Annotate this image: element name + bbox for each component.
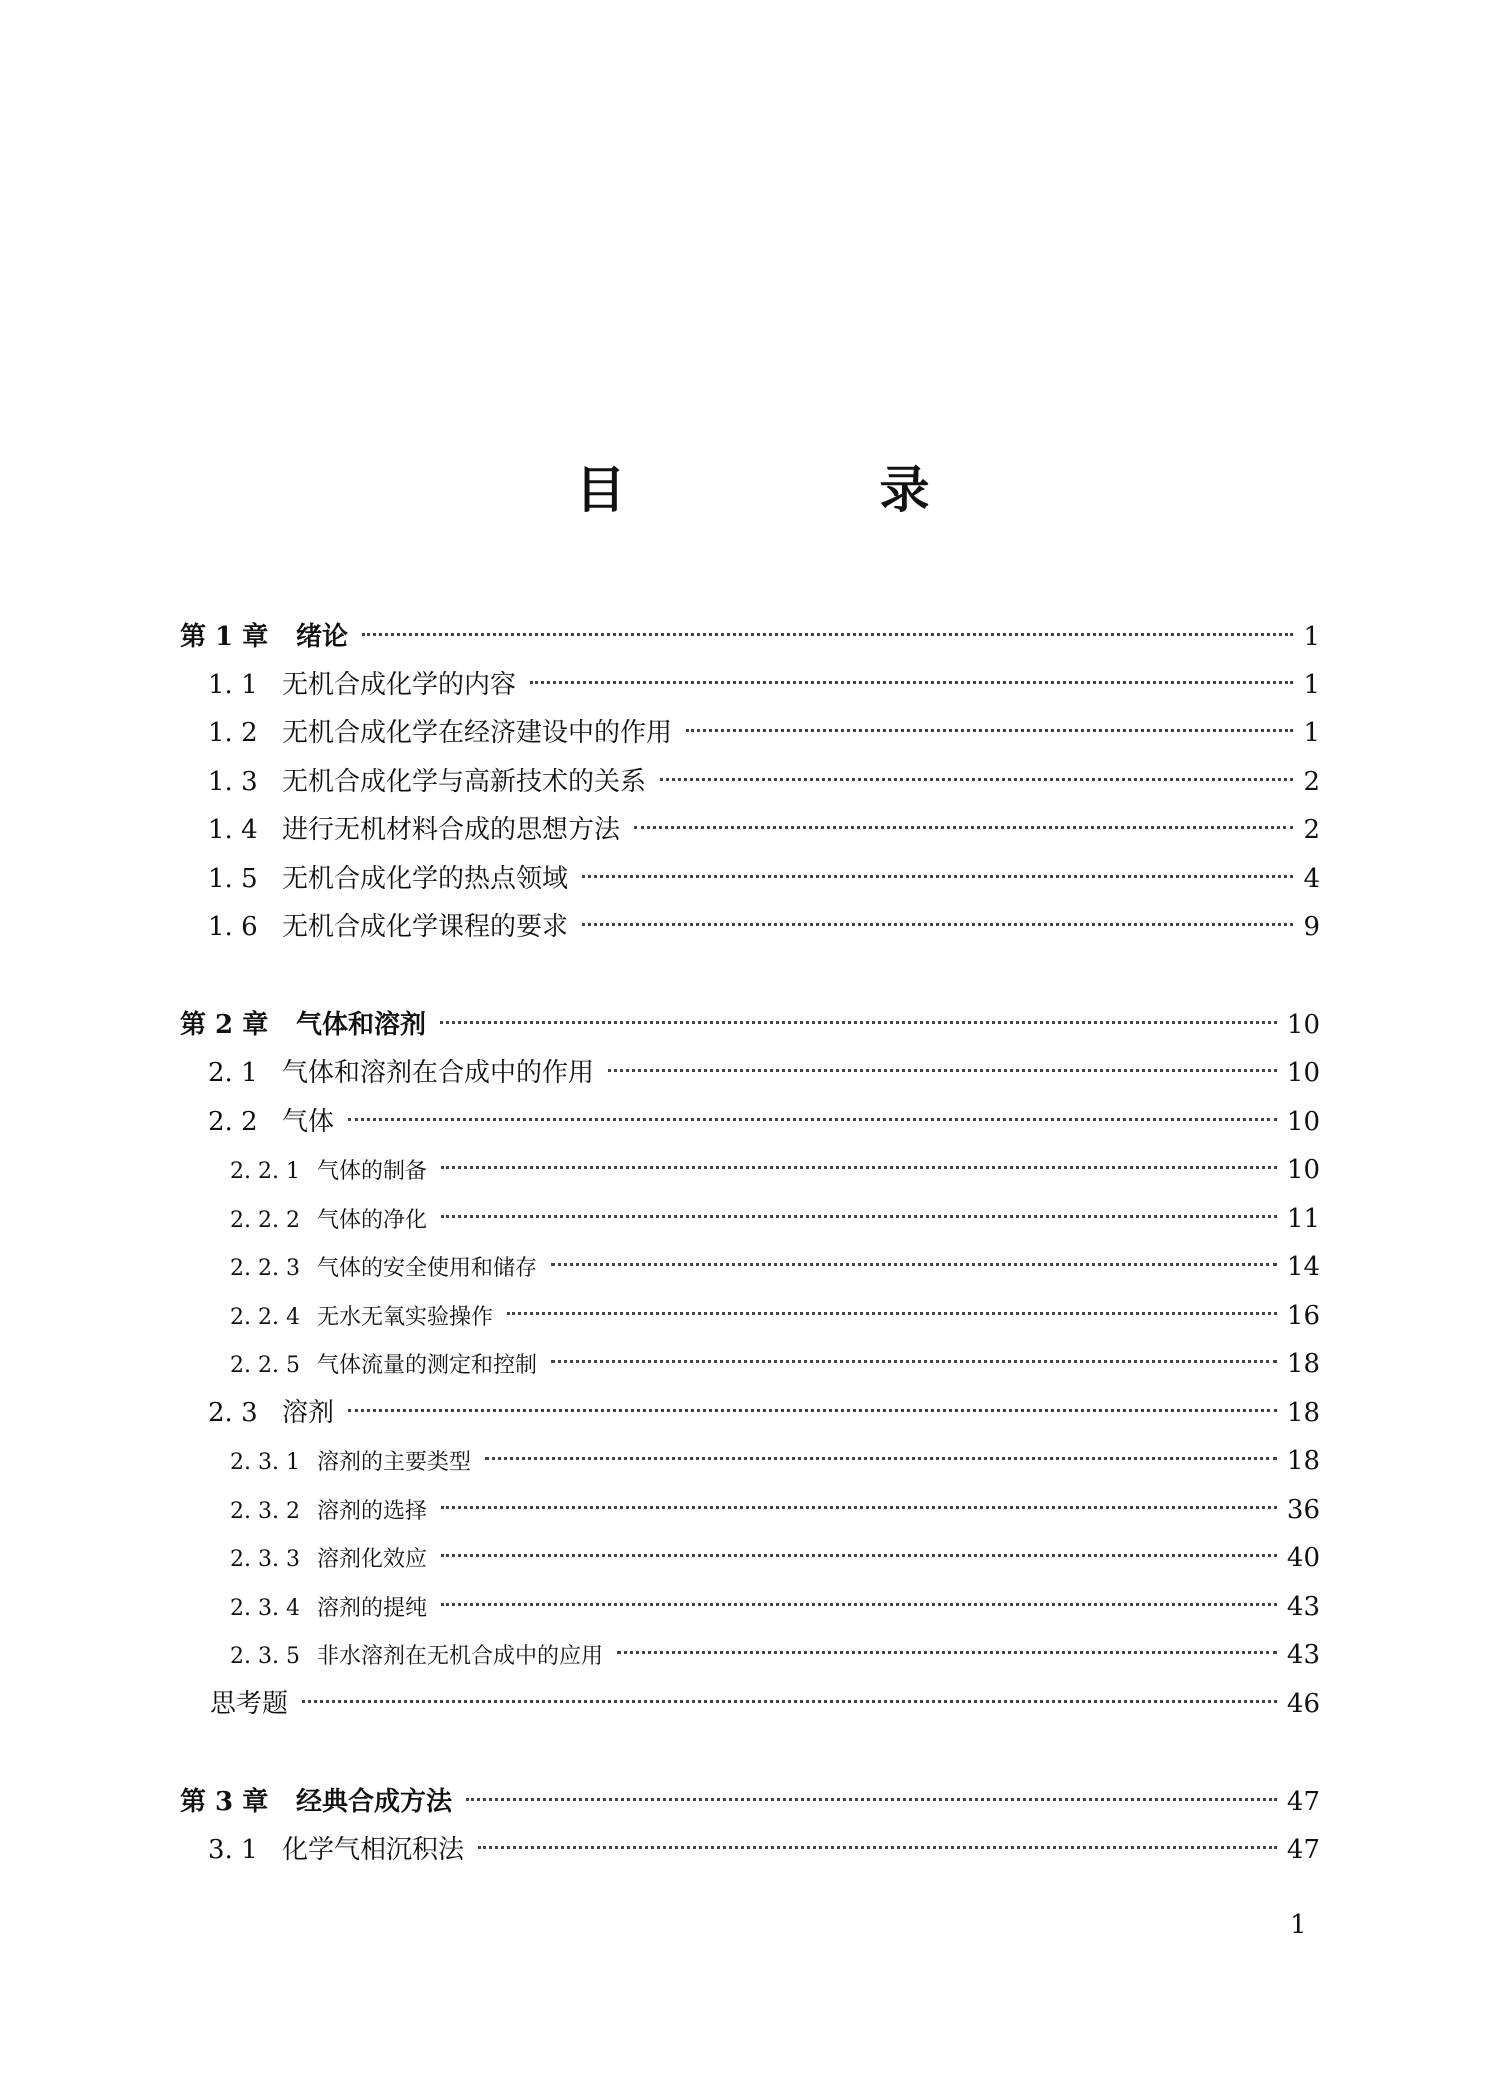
- dot-leader: [530, 681, 1293, 684]
- toc-number: 1. 1: [208, 670, 258, 700]
- toc-page: 2: [1303, 815, 1320, 845]
- toc-number: 2. 3. 4: [230, 1596, 300, 1621]
- toc-title: 绪论: [296, 622, 349, 652]
- dot-leader: [348, 1409, 1277, 1412]
- toc-number: 1. 2: [208, 718, 258, 748]
- toc-section-1-4[interactable]: [208, 810, 1320, 850]
- dot-leader: [686, 729, 1293, 732]
- dot-leader: [582, 875, 1293, 878]
- toc-title: 思考题: [210, 1689, 289, 1719]
- toc-title: 溶剂化效应: [317, 1547, 428, 1572]
- toc-title: 无机合成化学的热点领域: [282, 864, 569, 894]
- dot-leader: [440, 1021, 1277, 1024]
- toc-page: 18: [1286, 1446, 1320, 1476]
- dot-leader: [608, 1069, 1277, 1072]
- toc-title: 气体和溶剂: [296, 1010, 427, 1040]
- toc-title: 化学气相沉积法: [282, 1835, 465, 1865]
- toc-section-1-3[interactable]: [208, 762, 1320, 802]
- toc-page: 2: [1303, 767, 1320, 797]
- dot-leader: [362, 633, 1293, 636]
- toc-title: 经典合成方法: [296, 1787, 453, 1817]
- toc-title: 进行无机材料合成的思想方法: [282, 815, 621, 845]
- toc-page: 14: [1286, 1252, 1320, 1282]
- toc-page: 16: [1286, 1301, 1320, 1331]
- dot-leader: [466, 1798, 1277, 1801]
- toc-number: 1. 3: [208, 767, 258, 797]
- toc-title: 溶剂的主要类型: [317, 1450, 472, 1475]
- dot-leader: [441, 1554, 1277, 1557]
- toc-title: 溶剂的选择: [317, 1499, 428, 1524]
- dot-leader: [348, 1118, 1277, 1121]
- toc-subsection-2-3-2[interactable]: [230, 1490, 1320, 1530]
- toc-page: 1: [1303, 622, 1320, 652]
- toc-title: 非水溶剂在无机合成中的应用: [317, 1644, 604, 1669]
- dot-leader: [660, 778, 1293, 781]
- toc-number: 2. 3. 5: [230, 1644, 300, 1669]
- dot-leader: [478, 1846, 1277, 1849]
- toc-page: 4: [1303, 864, 1320, 894]
- toc-number: 第 2 章: [180, 1010, 269, 1040]
- toc-subsection-2-2-2[interactable]: [230, 1199, 1320, 1239]
- dot-leader: [441, 1603, 1277, 1606]
- toc-number: 2. 3. 2: [230, 1499, 300, 1524]
- toc-subsection-2-2-4[interactable]: [230, 1296, 1320, 1336]
- toc-chapter-1[interactable]: [180, 617, 1320, 657]
- toc-title: 无机合成化学与高新技术的关系: [282, 767, 647, 797]
- toc-title: 无机合成化学在经济建设中的作用: [282, 718, 673, 748]
- toc-section-1-5[interactable]: [208, 859, 1320, 899]
- toc-subsection-2-3-3[interactable]: [230, 1538, 1320, 1578]
- dot-leader: [441, 1166, 1277, 1169]
- toc-subsection-2-2-1[interactable]: [230, 1150, 1320, 1190]
- toc-page: 10: [1286, 1107, 1320, 1137]
- toc-section-1-2[interactable]: [208, 713, 1320, 753]
- toc-page: 10: [1286, 1155, 1320, 1185]
- toc-number: 1. 5: [208, 864, 258, 894]
- toc-subsection-2-3-1[interactable]: [230, 1441, 1320, 1481]
- toc-number: 2. 3. 1: [230, 1450, 300, 1475]
- toc-section-2-2[interactable]: [208, 1102, 1320, 1142]
- toc-number: 2. 2. 3: [230, 1256, 300, 1281]
- toc-page: 47: [1286, 1835, 1320, 1865]
- toc-section-3-1[interactable]: [208, 1830, 1320, 1870]
- toc-page: 18: [1286, 1398, 1320, 1428]
- toc-section-2-1[interactable]: [208, 1053, 1320, 1093]
- toc-chapter-2[interactable]: [180, 1005, 1320, 1045]
- dot-leader: [441, 1215, 1277, 1218]
- toc-section-1-6[interactable]: [208, 907, 1320, 947]
- toc-page: 10: [1286, 1010, 1320, 1040]
- toc-number: 2. 1: [208, 1058, 258, 1088]
- toc-number: 2. 2. 5: [230, 1353, 300, 1378]
- toc-section-2-3[interactable]: [208, 1393, 1320, 1433]
- dot-leader: [551, 1263, 1277, 1266]
- toc-number: 2. 2: [208, 1107, 258, 1137]
- toc-chapter-3[interactable]: [180, 1782, 1320, 1822]
- dot-leader: [634, 826, 1293, 829]
- toc-title: 无机合成化学课程的要求: [282, 912, 569, 942]
- toc-page: 18: [1286, 1349, 1320, 1379]
- toc-number: 1. 6: [208, 912, 258, 942]
- toc-number: 3. 1: [208, 1835, 258, 1865]
- page-title: 目 录: [575, 460, 1032, 519]
- toc-questions[interactable]: [210, 1684, 1320, 1724]
- dot-leader: [582, 923, 1293, 926]
- dot-leader: [485, 1457, 1277, 1460]
- toc-title: 气体的净化: [317, 1208, 428, 1233]
- toc-number: 第 1 章: [180, 622, 269, 652]
- toc-number: 1. 4: [208, 815, 258, 845]
- toc-page: 36: [1286, 1495, 1320, 1525]
- toc-subsection-2-3-4[interactable]: [230, 1587, 1320, 1627]
- page-number: 1: [1290, 1910, 1307, 1940]
- toc-page: 1: [1303, 718, 1320, 748]
- toc-title: 气体的制备: [317, 1159, 428, 1184]
- toc-subsection-2-3-5[interactable]: [230, 1635, 1320, 1675]
- toc-page: 10: [1286, 1058, 1320, 1088]
- toc-number: 2. 2. 4: [230, 1305, 300, 1330]
- toc-section-1-1[interactable]: [208, 665, 1320, 705]
- toc-title: 气体的安全使用和储存: [317, 1256, 538, 1281]
- toc-number: 第 3 章: [180, 1787, 269, 1817]
- toc-subsection-2-2-3[interactable]: [230, 1247, 1320, 1287]
- toc-title: 气体和溶剂在合成中的作用: [282, 1058, 595, 1088]
- toc-page: 43: [1286, 1592, 1320, 1622]
- toc-number: 2. 3: [208, 1398, 258, 1428]
- toc-title: 溶剂: [282, 1398, 335, 1428]
- toc-number: 2. 3. 3: [230, 1547, 300, 1572]
- toc-page: 1: [1303, 670, 1320, 700]
- dot-leader: [302, 1700, 1277, 1703]
- toc-number: 2. 2. 2: [230, 1208, 300, 1233]
- dot-leader: [551, 1360, 1277, 1363]
- dot-leader: [507, 1312, 1277, 1315]
- toc-subsection-2-2-5[interactable]: [230, 1344, 1320, 1384]
- toc-page: 46: [1286, 1689, 1320, 1719]
- dot-leader: [441, 1506, 1277, 1509]
- toc-page: 40: [1286, 1543, 1320, 1573]
- toc-title: 溶剂的提纯: [317, 1596, 428, 1621]
- toc-page: 47: [1286, 1787, 1320, 1817]
- toc-title: 气体: [282, 1107, 335, 1137]
- toc-page: 9: [1303, 912, 1320, 942]
- toc-title: 气体流量的测定和控制: [317, 1353, 538, 1378]
- dot-leader: [617, 1651, 1277, 1654]
- toc-title: 无机合成化学的内容: [282, 670, 517, 700]
- toc-page: 43: [1286, 1640, 1320, 1670]
- toc-title: 无水无氧实验操作: [317, 1305, 494, 1330]
- toc-page: 11: [1286, 1204, 1320, 1234]
- toc-number: 2. 2. 1: [230, 1159, 300, 1184]
